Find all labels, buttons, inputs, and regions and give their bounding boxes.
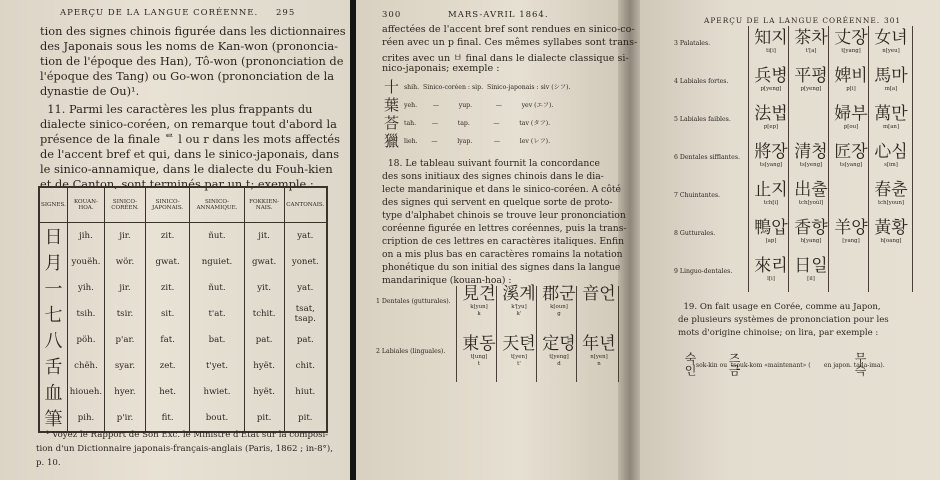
text-line: nico-japonais; exemple : [382, 63, 500, 74]
example-glyph: 十 [384, 78, 400, 96]
table-cell: tsat, tsap. [284, 301, 327, 327]
table-cell: chit. [284, 353, 327, 379]
text-line: et de Canton, sont terminés par un t; exemple : [40, 177, 314, 191]
page-number: 301 [884, 16, 902, 25]
text-line: type d'alphabet chinois se trouve leur prononciation [382, 210, 626, 221]
table-column-header: FOKKIEN-NAIS. [244, 187, 284, 223]
initial-cell: 東동 t[ung] t [462, 334, 496, 367]
initial-cell: 日일 [il] [794, 256, 828, 282]
table-row [39, 223, 327, 250]
grid-line [576, 286, 577, 382]
example-text: sok-kin ou tsouk-kom «maintenant» ( en japon. tada-ima). [696, 362, 885, 369]
photo-left [0, 0, 350, 480]
row-label: 4 Labiales fortes. [674, 78, 729, 85]
table-cell: nguiet. [190, 249, 244, 275]
table-cell: tsir. [105, 301, 146, 327]
korean-example: 무슥 [853, 352, 867, 376]
initial-cell: 萬만 m[an] [874, 104, 908, 130]
row-label: 1 Dentales (gutturales). [376, 298, 451, 305]
text-line: affectées de l'accent bref sont rendues en sinico-co- [382, 24, 635, 35]
grid-line [496, 286, 497, 382]
page-number: 300 [382, 10, 402, 20]
footnote-line: tion d'un Dictionnaire japonais-français-anglais (Paris, 1862 ; in-8°), [36, 444, 333, 454]
text-line: 19. On fait usage en Corée, comme au Japon, [678, 302, 881, 312]
table-cell: pat. [244, 327, 284, 353]
grid-line [912, 26, 913, 292]
grid-line [868, 26, 869, 292]
initial-cell: 兵병 p[yeng] [754, 66, 788, 92]
table-column-header: SINICO-CORÉEN. [105, 187, 146, 223]
table-cell: zit. [145, 223, 189, 250]
grid-line [788, 26, 789, 292]
initial-cell: 音언 [582, 284, 616, 304]
initial-cell: 止지 tch[i] [754, 180, 788, 206]
table-cell: youëh. [67, 249, 104, 275]
initial-cell: 定뎡 t[yeng] d [542, 334, 576, 367]
example-text: tah. — tap. — tav (タフ). [404, 120, 551, 127]
table-cell: wör. [105, 249, 146, 275]
table-sign-cell: 月 [39, 249, 67, 275]
initial-cell: 見견 k[yun] k [462, 284, 496, 317]
table-cell: fat. [145, 327, 189, 353]
running-header: MARS-AVRIL 1864. [448, 10, 549, 20]
example-glyph: 獵 [384, 132, 400, 150]
table-row [39, 405, 327, 432]
table-cell: ñut. [190, 275, 244, 301]
example-glyph: 葉 [384, 96, 400, 114]
table-cell: pit. [244, 405, 284, 432]
table-cell: hwiet. [190, 379, 244, 405]
table-cell: het. [145, 379, 189, 405]
initial-cell: 黃황 h[oang] [874, 218, 908, 244]
table-cell: pöh. [67, 327, 104, 353]
footnote-line: ¹ Voyez le Rapport de Son Exc. le Ministre d'État sur la composi- [46, 430, 329, 440]
table-cell: yat. [284, 223, 327, 250]
korean-example: 즈금 [727, 352, 741, 376]
table-sign-cell: 八 [39, 327, 67, 353]
table-row [39, 379, 327, 405]
initial-cell: 春츈 tch[youn] [874, 180, 908, 206]
table-cell: hyët. [244, 379, 284, 405]
initial-cell: 知지 ti[i] [754, 28, 788, 54]
initial-cell: 羊양 [yang] [834, 218, 868, 244]
initial-cell: 清청 ts[yeng] [794, 142, 828, 168]
table-cell: hyët. [244, 353, 284, 379]
page-number: 295 [276, 8, 296, 18]
table-cell: pat. [284, 327, 327, 353]
row-label: 2 Labiales (linguales). [376, 348, 446, 355]
text-line: tion de l'époque des Han), Tô-won (prononciation de [40, 54, 344, 68]
text-line: mandarinique (kouan-hoa) : [382, 275, 512, 286]
table-cell: jir. [105, 223, 146, 250]
text-line: dynastie de Ou)¹. [40, 84, 140, 98]
table-cell: p'ir. [105, 405, 146, 432]
table-cell: zit. [145, 275, 189, 301]
text-line: mots d'origine chinoise; on lira, par exemple : [678, 328, 879, 338]
text-line: l'époque des Tang) ou Go-won (prononciation de la [40, 69, 335, 83]
table-cell: hioueh. [67, 379, 104, 405]
table-row [39, 301, 327, 327]
text-line: des sons initiaux des signes chinois dans le dia- [382, 171, 604, 182]
initial-cell: 心심 s[im] [874, 142, 908, 168]
table-column-header: SINICO-ANNAMIQUE. [190, 187, 244, 223]
initial-cell: 女녀 n[yeu] [874, 28, 908, 54]
table-column-header: SIGNES. [39, 187, 67, 223]
table-cell: zet. [145, 353, 189, 379]
initial-cell: 來리 l[i] [754, 256, 788, 282]
table-cell: yat. [284, 275, 327, 301]
initial-cell: 平평 p[yeng] [794, 66, 828, 92]
table-cell: pit. [284, 405, 327, 432]
grid-line [748, 26, 749, 292]
text-line: présence de la finale ᄅ l ou r dans les mots affectés [40, 132, 340, 146]
initial-cell: 出츌 tch[yoùl] [794, 180, 828, 206]
example-text: lieh. — lyap. — lev (レフ). [404, 138, 551, 145]
text-line: 18. Le tableau suivant fournit la concordance [382, 158, 600, 169]
table-cell: p'ar. [105, 327, 146, 353]
text-line: tion des signes chinois figurée dans les dictionnaires [40, 24, 346, 38]
table-cell: gwat. [145, 249, 189, 275]
table-cell: hiut. [284, 379, 327, 405]
initial-cell: 馬마 m[a] [874, 66, 908, 92]
table-cell: jir. [105, 275, 146, 301]
grid-line [828, 26, 829, 292]
grid-line [456, 286, 457, 382]
table-sign-cell: 筆 [39, 405, 67, 432]
text-line: dialecte sinico-coréen, on remarque tout d'abord la [40, 117, 337, 131]
footnote-line: p. 10. [36, 458, 61, 468]
table-row [39, 275, 327, 301]
example-text: yeh. — yup. — yev (エフ). [404, 102, 554, 109]
table-cell: syar. [105, 353, 146, 379]
table-cell: t'at. [190, 301, 244, 327]
text-line: on a mis plus bas en caractères romains la notation [382, 249, 623, 260]
row-label: 8 Gutturales. [674, 230, 716, 237]
text-line: crites avec un ㅂ final dans le dialecte classique si- [382, 53, 629, 64]
table-row [39, 353, 327, 379]
table-cell: yih. [67, 275, 104, 301]
table-row [39, 249, 327, 275]
table-sign-cell: 日 [39, 223, 67, 250]
text-line: phonétique du son initial des signes dans la langue [382, 262, 621, 273]
text-line: lecte mandarinique et dans le sinico-coréen. A côté [382, 184, 621, 195]
korean-example: 숙인 [683, 352, 697, 376]
text-line: réen avec un p final. Ces mêmes syllabes sont trans- [382, 37, 638, 48]
initial-cell: 郡군 k[oun] g [542, 284, 576, 317]
initial-cell: 將장 ts[yang] [754, 142, 788, 168]
row-label: 6 Dentales sifflantes. [674, 154, 740, 161]
table-cell: gwat. [244, 249, 284, 275]
table-cell: jit. [244, 223, 284, 250]
initial-cell: 香향 h[yang] [794, 218, 828, 244]
initial-cell: 茶차 t'[a] [794, 28, 828, 54]
table-cell: bat. [190, 327, 244, 353]
row-label: 7 Chuintantes. [674, 192, 721, 199]
comparison-table [38, 186, 328, 433]
table-cell: pih. [67, 405, 104, 432]
grid-line [618, 286, 619, 382]
table-cell: fit. [145, 405, 189, 432]
table-column-header: SINICO-JAPONAIS. [145, 187, 189, 223]
running-header: APERÇU DE LA LANGUE CORÉENNE. [60, 8, 259, 18]
table-sign-cell: 七 [39, 301, 67, 327]
text-line: des signes qui servent en quelque sorte de proto- [382, 197, 613, 208]
row-label: 5 Labiales faibles. [674, 116, 731, 123]
table-cell: chëh. [67, 353, 104, 379]
table-cell: jih. [67, 223, 104, 250]
initial-cell: 法법 p[ep] [754, 104, 788, 130]
initial-cell: 天텬 t[yen] t' [502, 334, 536, 367]
table-cell: yit. [244, 275, 284, 301]
text-line: de plusieurs systèmes de prononciation pour les [678, 315, 889, 325]
table-cell: t'yet. [190, 353, 244, 379]
initial-cell: 年년 n[yen] n [582, 334, 616, 367]
table-cell: ñut. [190, 223, 244, 250]
photo-right [356, 0, 940, 480]
table-column-header: CANTONAIS. [284, 187, 327, 223]
table-cell: tchit. [244, 301, 284, 327]
table-row [39, 327, 327, 353]
table-cell: sit. [145, 301, 189, 327]
table-sign-cell: 舌 [39, 353, 67, 379]
text-line: cription de ces lettres en caractères italiques. Enfin [382, 236, 624, 247]
initial-cell [872, 256, 910, 302]
initial-cell: 匠장 ts[yang] [834, 142, 868, 168]
grid-line [536, 286, 537, 382]
initial-cell: 溪계 k'[yu] k' [502, 284, 536, 317]
example-glyph: 荅 [384, 114, 400, 132]
table-cell: bout. [190, 405, 244, 432]
initial-cell: 丈장 t[yang] [834, 28, 868, 54]
text-line: de l'accent bref et qui, dans le sinico-japonais, dans [40, 147, 340, 161]
initial-cell: 婦부 p[ou] [834, 104, 868, 130]
running-header: APERÇU DE LA LANGUE CORÉENNE. [704, 16, 881, 25]
text-line: des Japonais sous les noms de Kan-won (prononcia- [40, 39, 338, 53]
example-text: shih. Sinico-coréen : sip. Sinico-japonais : siv (シフ). [404, 84, 571, 91]
initial-cell [832, 256, 870, 302]
table-cell: yonet. [284, 249, 327, 275]
table-cell: hyer. [105, 379, 146, 405]
initial-cell: 婢비 p[i] [834, 66, 868, 92]
initial-cell: 鴨압 [ap] [754, 218, 788, 244]
text-line: 11. Parmi les caractères les plus frappants du [40, 102, 313, 116]
row-label: 3 Palatales. [674, 40, 711, 47]
row-label: 9 Linguo-dentales. [674, 268, 733, 275]
table-sign-cell: 一 [39, 275, 67, 301]
text-line: le sinico-annamique, dans le dialecte du Fouh-kien [40, 162, 333, 176]
table-column-header: KOUAN-HOA. [67, 187, 104, 223]
table-sign-cell: 血 [39, 379, 67, 405]
table-cell: tsih. [67, 301, 104, 327]
text-line: coréenne figurée en lettres coréennes, puis la trans- [382, 223, 627, 234]
